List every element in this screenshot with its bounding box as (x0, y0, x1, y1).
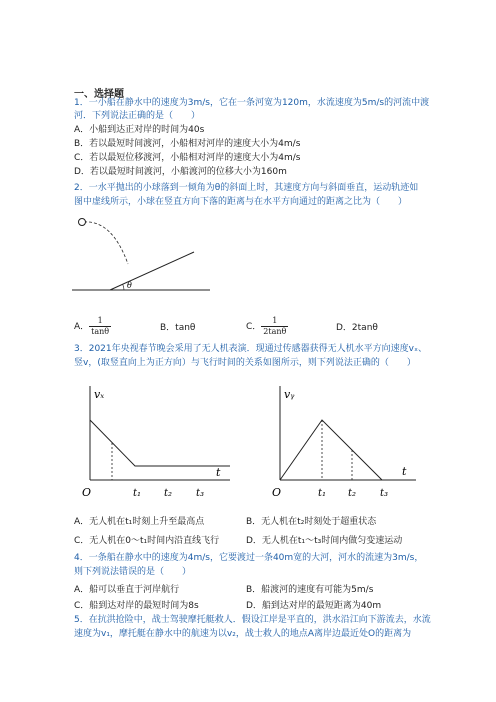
q5-stem-line-1 (74, 614, 431, 627)
vx-origin: O (82, 486, 92, 499)
vy-tick-t2: t₂ (348, 488, 357, 499)
q2-stem-line-2 (74, 196, 407, 209)
q4-stem-line-2 (74, 566, 191, 579)
q1-option-c: C．若以最短位移渡河，小船相对河岸的速度大小为4m/s (74, 153, 301, 163)
q4-option-c: C．船到达对岸的最短时间为8s (74, 601, 199, 611)
vy-xlabel: t (402, 465, 407, 478)
q3-option-b: B．无人机在t₂时刻处于超重状态 (246, 517, 377, 527)
q3-stem-line-1 (74, 343, 427, 356)
q4-option-b: B．船渡河的速度有可能为5m/s (246, 585, 374, 595)
section-title: 一、选择题 (74, 89, 124, 100)
q2-option-a-fraction (89, 316, 111, 337)
q3-vy-graph (270, 380, 420, 510)
vy-tick-t1: t₁ (318, 488, 327, 499)
q2-incline-figure (70, 212, 210, 307)
q2-option-c (246, 316, 288, 337)
q2-stem-b: 图中虚线所示，小球在竖直方向下落的距离与在水平方向通过的距离之比为（ ） (74, 197, 408, 207)
vx-tick-t1: t₁ (133, 488, 142, 499)
q5-stem-line-2 (74, 628, 411, 641)
angle-label: θ (127, 281, 132, 290)
q2-option-c-numerator: 1 (261, 316, 288, 327)
q4-stem-a: 4．一条船在静水中的速度为4m/s，它要渡过一条40m宽的大河，河水的流速为3m/s， (74, 553, 424, 563)
vy-ylabel: vᵧ (284, 388, 295, 401)
q4-stem-b: 则下列说法错误的是（ ） (74, 567, 192, 577)
vx-xlabel: t (216, 466, 221, 479)
q3-option-d: D．无人机在t₁～t₃时间内做匀变速运动 (246, 536, 403, 546)
q3-stem-a: 3．2021年央视春节晚会采用了无人机表演．现通过传感器获得无人机水平方向速度vₓ、 (74, 344, 427, 354)
vy-curve (280, 420, 382, 480)
q2-option-a (74, 316, 111, 337)
q2-option-c-denominator: 2tanθ (263, 327, 287, 336)
trajectory-curve (84, 222, 128, 264)
q5-stem-a: 5．在抗洪抢险中，战士驾驶摩托艇救人．假设江岸是平直的，洪水沿江向下游流去，水流 (74, 615, 431, 625)
q1-option-d: D．若以最短时间渡河，小船渡河的位移大小为160m (74, 167, 287, 177)
q1-option-b: B．若以最短时间渡河，小船相对河岸的速度大小为4m/s (74, 139, 301, 149)
incline-line (110, 252, 194, 290)
vx-curve (90, 420, 230, 466)
q1-stem-line-2 (74, 110, 200, 123)
q2-option-a-prefix: A． (74, 322, 90, 332)
q2-option-a-numerator: 1 (89, 316, 111, 327)
q5-stem-b: 速度为v₁，摩托艇在静水中的航速为以v₂，战士救人的地点A离岸边最近处O的距离为 (74, 629, 412, 639)
vy-tick-t3: t₃ (380, 488, 389, 499)
q4-option-d: D．船到达对岸的最短距离为40m (246, 601, 382, 611)
q1-stem-a: 1．一小船在静水中的速度为3m/s，它在一条河宽为120m，水流速度为5m/s的河流中渡 (74, 98, 430, 108)
q3-option-c: C．无人机在0～t₁时间内沿直线飞行 (74, 536, 220, 546)
q3-stem-b: 竖v，(取竖直向上为正方向）与飞行时间的关系如图所示，则下列说法正确的（ ） (74, 358, 416, 368)
q3-vx-graph (80, 380, 240, 510)
q1-stem-line-1 (74, 97, 429, 110)
q3-stem-line-2 (74, 357, 416, 370)
q2-option-d: D．2tanθ (336, 323, 378, 333)
angle-arc (123, 285, 124, 290)
q2-stem-line-1 (74, 182, 418, 195)
q2-option-c-prefix: C． (246, 322, 262, 332)
q3-option-a: A．无人机在t₁时刻上升至最高点 (74, 517, 205, 527)
q2-stem-a: 2．一水平抛出的小球落到一倾角为θ的斜面上时，其速度方向与斜面垂直，运动轨迹如 (74, 183, 419, 193)
vx-tick-t2: t₂ (164, 488, 173, 499)
q4-stem-line-1 (74, 552, 423, 565)
vy-origin: O (272, 486, 282, 499)
q1-stem-b: 河．下列说法正确的是（ ） (74, 111, 201, 121)
q1-option-a: A．小船到达正对岸的时间为40s (74, 125, 205, 135)
vx-ylabel: vₓ (94, 388, 105, 401)
ball (79, 219, 86, 226)
q2-option-c-fraction (261, 316, 288, 337)
vx-tick-t3: t₃ (196, 488, 205, 499)
q4-option-a: A．船可以垂直于河岸航行 (74, 585, 180, 595)
q2-option-b: B．tanθ (160, 323, 196, 333)
q2-option-a-denominator: tanθ (91, 327, 110, 336)
